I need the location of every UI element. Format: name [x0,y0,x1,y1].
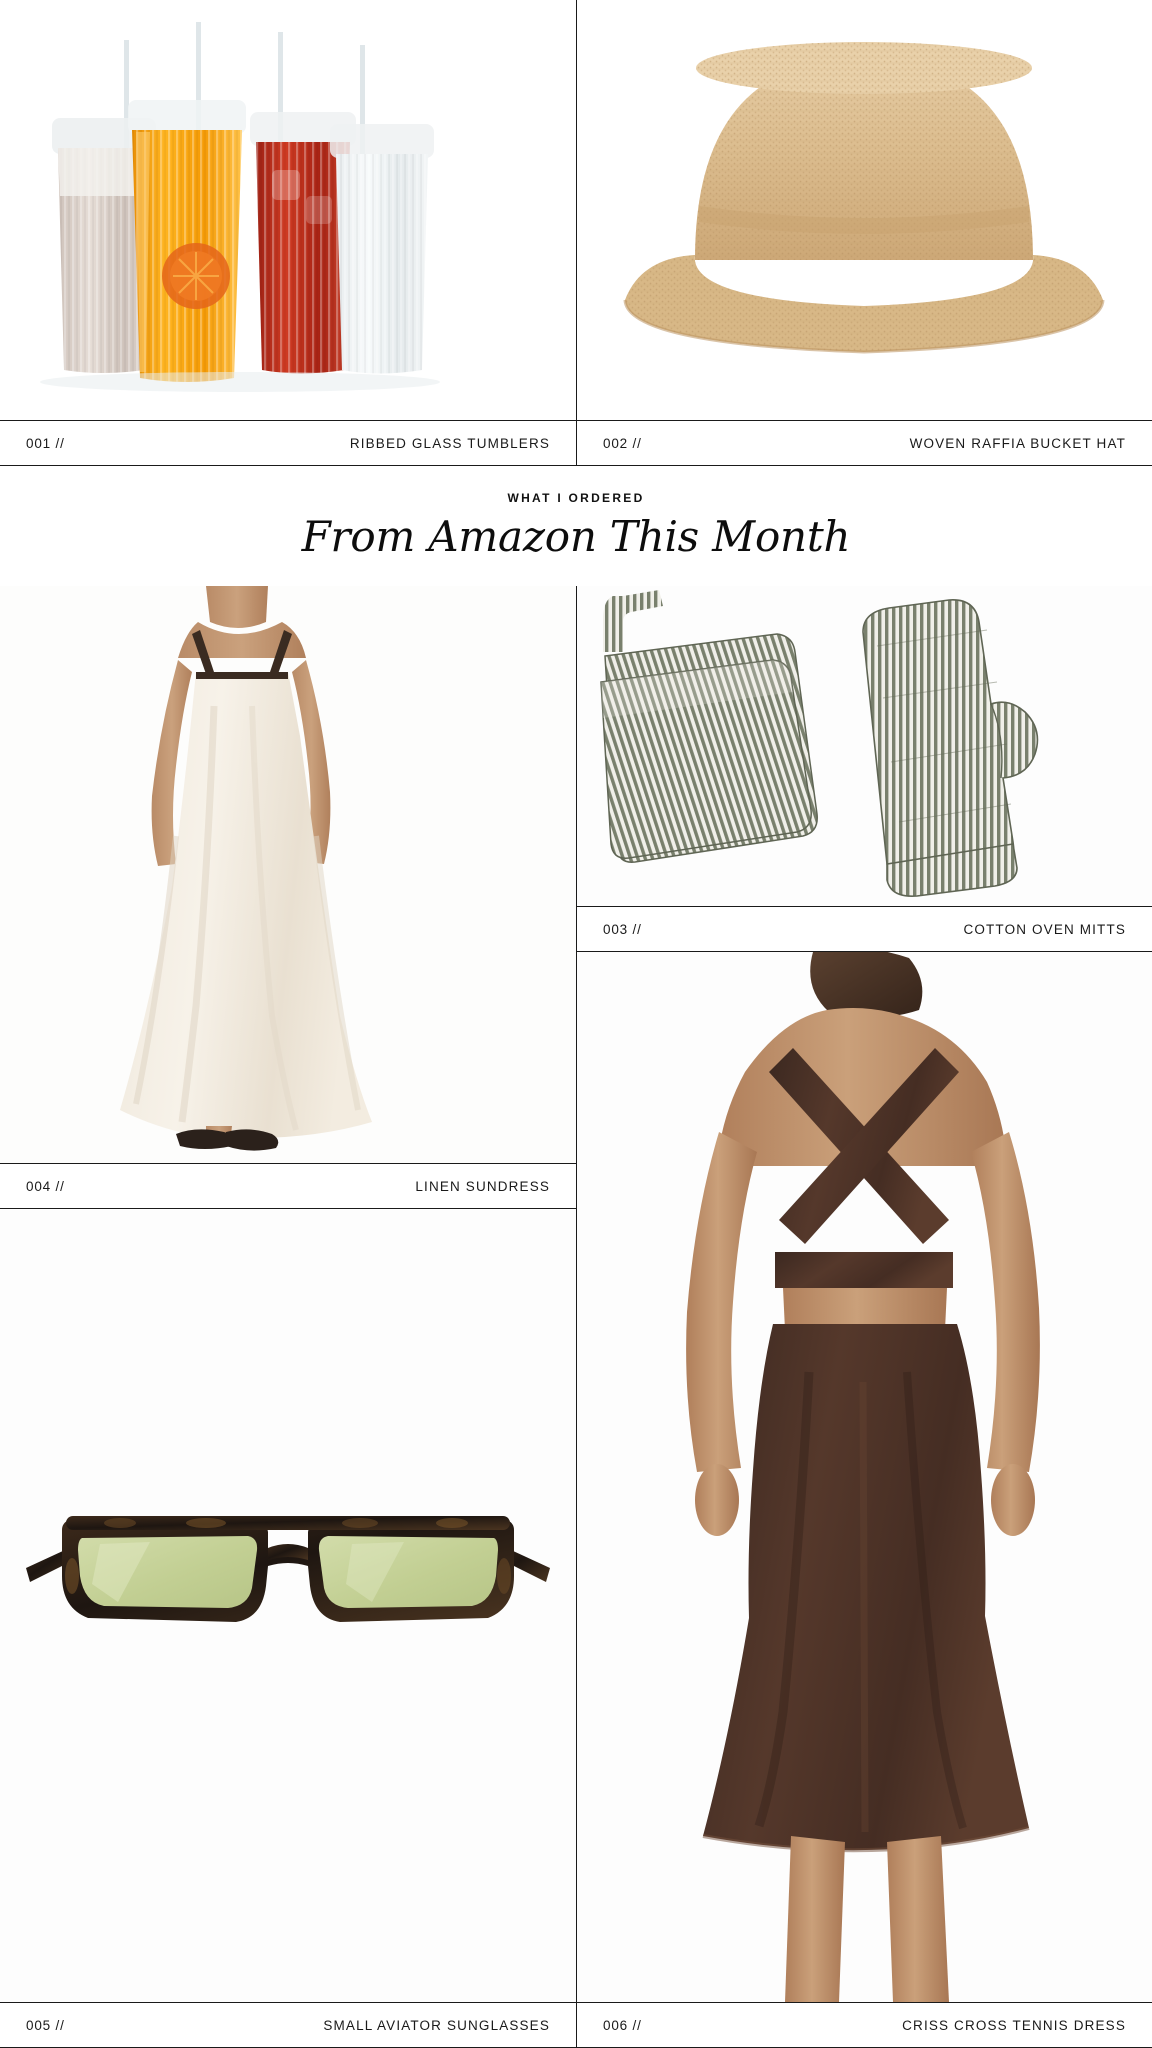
item-number: 002 // [603,435,642,451]
sunglasses-illustration [0,1210,576,2002]
item-number: 006 // [603,2017,642,2033]
product-cell-002[interactable] [577,0,1152,466]
woven-raffia-bucket-hat-photo [577,0,1152,420]
kicker-text: WHAT I ORDERED [507,491,645,505]
small-aviator-sunglasses-photo [0,1210,576,2002]
cotton-oven-mitts-photo [577,586,1152,906]
item-number: 001 // [26,435,65,451]
item-number: 005 // [26,2017,65,2033]
tumblers-illustration [0,0,576,420]
oven-mitts-illustration [577,586,1152,906]
product-cell-006[interactable] [577,952,1152,2048]
caption-005 [0,2002,576,2048]
ribbed-glass-tumblers-photo [0,0,576,420]
title-block [0,466,1152,586]
caption-002 [577,420,1152,466]
sundress-illustration [0,586,576,1163]
caption-003 [577,906,1152,952]
divider-top [576,0,577,466]
product-cell-001[interactable] [0,0,576,466]
product-cell-005[interactable] [0,1210,576,2048]
product-cell-004[interactable] [0,586,576,1209]
divider-bottom [576,586,577,2048]
item-label: CRISS CROSS TENNIS DRESS [902,2017,1126,2033]
item-number: 004 // [26,1178,65,1194]
caption-001 [0,420,576,466]
linen-sundress-photo [0,586,576,1163]
item-label: LINEN SUNDRESS [415,1178,550,1194]
item-label: RIBBED GLASS TUMBLERS [349,435,550,451]
bucket-hat-illustration [577,0,1152,420]
caption-004 [0,1163,576,1209]
product-cell-003[interactable] [577,586,1152,952]
item-label: COTTON OVEN MITTS [963,921,1126,937]
item-label: WOVEN RAFFIA BUCKET HAT [909,435,1126,451]
tennis-dress-illustration [577,952,1152,2002]
criss-cross-tennis-dress-photo [577,952,1152,2002]
item-label: SMALL AVIATOR SUNGLASSES [323,2017,550,2033]
caption-006 [577,2002,1152,2048]
item-number: 003 // [603,921,642,937]
headline-text: From Amazon This Month [301,512,851,561]
